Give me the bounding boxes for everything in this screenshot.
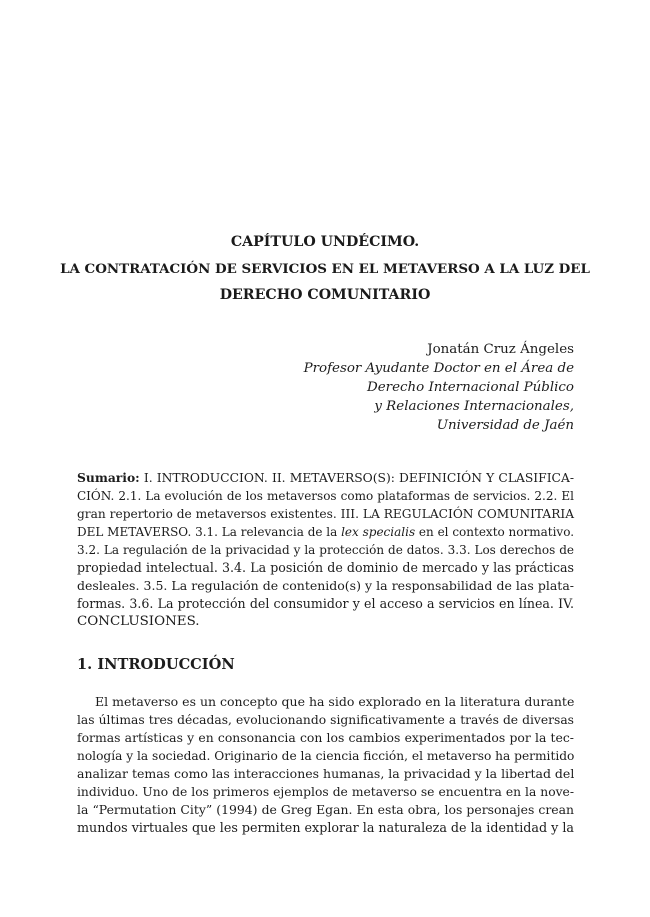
- paragraph-line: El metaverso es un concepto que ha sido explorado en la literatura durante: [95, 694, 575, 709]
- summary-text: I. INTRODUCCION. II. METAVERSO(S): DEFINICIÓN Y CLASIFICA-: [139, 471, 574, 485]
- paragraph-line: las últimas tres décadas, evolucionando significativamente a través de diversas: [77, 713, 574, 727]
- chapter-number: CAPÍTULO UNDÉCIMO.: [230, 234, 420, 250]
- paragraph-line: mundos virtuales que les permiten explorar la naturaleza de la identidad y la: [77, 820, 574, 835]
- chapter-title-line: LA CONTRATACIÓN DE SERVICIOS EN EL METAVERSO A LA LUZ DEL: [60, 260, 590, 277]
- author-name: Jonatán Cruz Ángeles: [427, 342, 574, 357]
- paragraph-line: formas artísticas y en consonancia con los cambios experimentados por la tec-: [77, 730, 574, 745]
- summary-block: [77, 469, 574, 631]
- summary-line: formas. 3.6. La protección del consumidor y el acceso a servicios en línea. IV.: [77, 596, 574, 611]
- author-affiliation-line: y Relaciones Internacionales,: [374, 399, 574, 414]
- summary-line: CIÓN. 2.1. La evolución de los metaversos como plataformas de servicios. 2.2. El: [77, 489, 574, 503]
- summary-line: 3.2. La regulación de la privacidad y la protección de datos. 3.3. Los derechos de: [77, 543, 574, 557]
- body-paragraph: [77, 693, 574, 837]
- author-block: [304, 340, 574, 435]
- chapter-heading: [60, 229, 590, 309]
- chapter-title-line: DERECHO COMUNITARIO: [219, 287, 431, 303]
- summary-line: [77, 523, 574, 541]
- summary-line: desleales. 3.5. La regulación de contenido(s) y la responsabilidad de las plata-: [77, 578, 574, 593]
- summary-line: [77, 469, 574, 487]
- paragraph-line: individuo. Uno de los primeros ejemplos de metaverso se encuentra en la nove-: [77, 785, 574, 799]
- section-title: 1. INTRODUCCIÓN: [77, 656, 235, 673]
- summary-line: CONCLUSIONES.: [77, 614, 200, 629]
- summary-text: DEL METAVERSO. 3.1. La relevancia de la: [77, 525, 342, 539]
- summary-line: propiedad intelectual. 3.4. La posición de dominio de mercado y las prácticas: [77, 560, 574, 575]
- paragraph-line: analizar temas como las interacciones humanas, la privacidad y la libertad del: [77, 766, 575, 781]
- summary-text: en el contexto normativo.: [415, 525, 575, 539]
- paragraph-line: la “Permutation City” (1994) de Greg Egan. En esta obra, los personajes crean: [77, 802, 574, 817]
- author-affiliation-line: Profesor Ayudante Doctor en el Área de: [303, 361, 574, 376]
- author-affiliation-line: Universidad de Jaén: [436, 418, 574, 433]
- author-affiliation-line: Derecho Internacional Público: [367, 380, 574, 395]
- summary-italic-term: lex specialis: [341, 525, 416, 539]
- summary-line: gran repertorio de metaversos existentes. III. LA REGULACIÓN COMUNITARIA: [77, 507, 574, 521]
- summary-label: Sumario:: [77, 470, 140, 485]
- paragraph-line: nología y la sociedad. Originario de la ciencia ficción, el metaverso ha permitido: [77, 749, 575, 763]
